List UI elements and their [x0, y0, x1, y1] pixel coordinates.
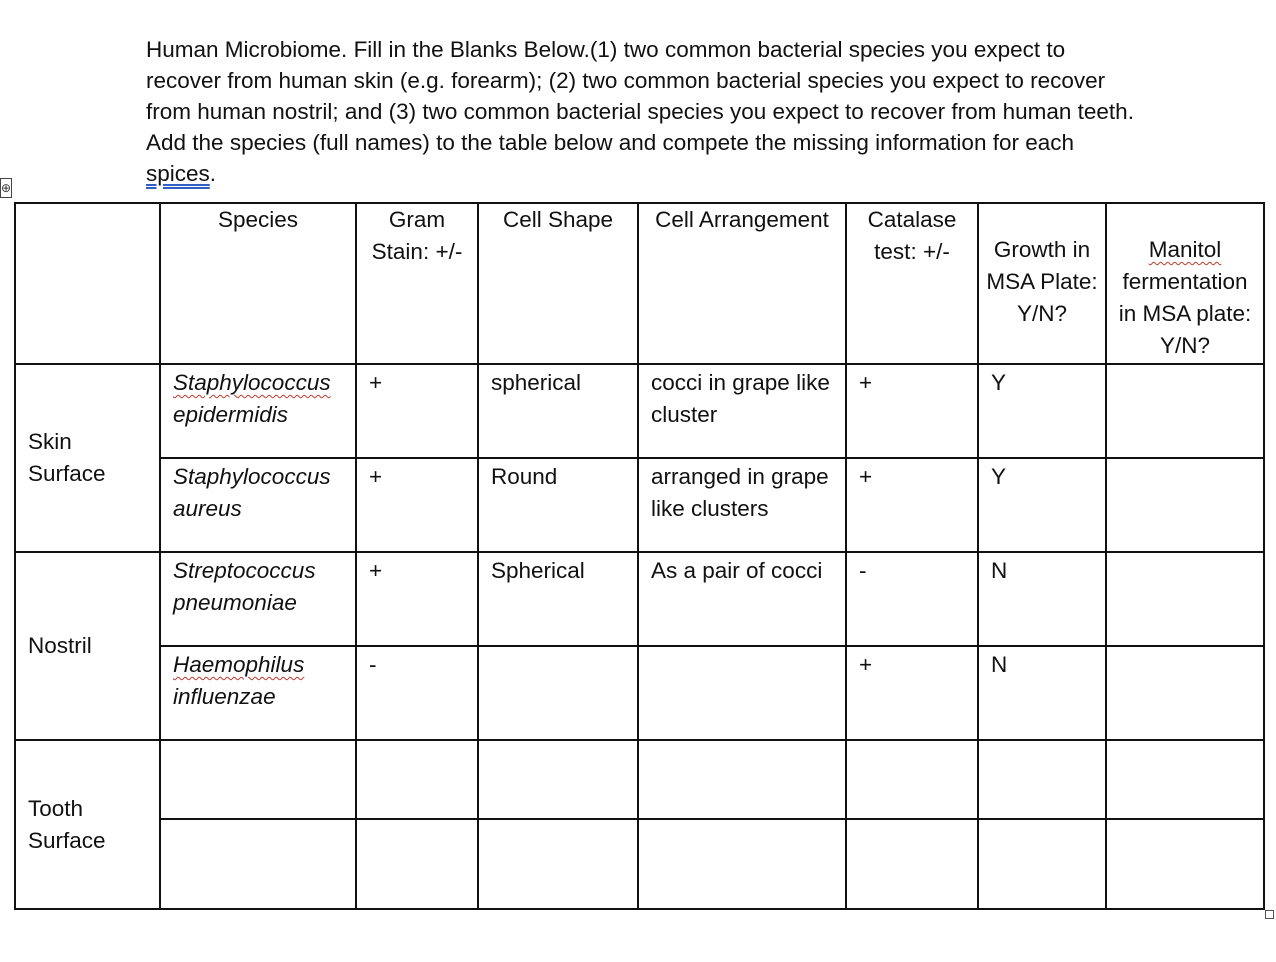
manitol-cell[interactable]: [1106, 819, 1264, 909]
instructions-text: Human Microbiome. Fill in the Blanks Below.(1) two common bacterial species you expect to recover from human skin (e.g. forearm); (2) two common bacterial species you expect to recover from human nostril; and (3) two common bacterial species you expect to recover from human teeth. Add the species (full names) to the table below and compete the missing information for each: [146, 37, 1134, 155]
gram-cell[interactable]: +: [356, 458, 478, 552]
header-cell-arrangement: Cell Arrangement: [638, 203, 846, 364]
group-label-tooth[interactable]: Tooth Surface: [15, 740, 160, 909]
shape-cell[interactable]: Round: [478, 458, 638, 552]
header-manitol: [1106, 203, 1264, 364]
species-epithet: epidermidis: [173, 402, 289, 427]
instructions-period: .: [209, 161, 217, 186]
growth-cell[interactable]: Y: [978, 458, 1106, 552]
shape-cell[interactable]: [478, 819, 638, 909]
table-row: [15, 364, 1264, 458]
species-cell[interactable]: [160, 740, 356, 819]
arrangement-cell[interactable]: cocci in grape like cluster: [638, 364, 846, 458]
header-growth-msa: Growth in MSA Plate: Y/N?: [978, 203, 1106, 364]
header-manitol-rest: fermentation in MSA plate: Y/N?: [1118, 269, 1252, 358]
gram-cell[interactable]: +: [356, 552, 478, 646]
arrangement-cell[interactable]: [638, 646, 846, 740]
instructions-paragraph: [146, 34, 1136, 189]
shape-cell[interactable]: spherical: [478, 364, 638, 458]
manitol-cell[interactable]: [1106, 740, 1264, 819]
growth-cell[interactable]: [978, 740, 1106, 819]
species-cell[interactable]: [160, 646, 356, 740]
gram-cell[interactable]: [356, 819, 478, 909]
table-resize-handle-icon[interactable]: [1265, 910, 1274, 919]
table-row: [15, 646, 1264, 740]
species-cell[interactable]: [160, 458, 356, 552]
catalase-cell[interactable]: +: [846, 458, 978, 552]
species-epithet: pneumoniae: [173, 590, 297, 615]
species-cell[interactable]: [160, 364, 356, 458]
gram-cell[interactable]: -: [356, 646, 478, 740]
species-genus: Staphylococcus: [173, 464, 331, 489]
shape-cell[interactable]: Spherical: [478, 552, 638, 646]
manitol-cell[interactable]: [1106, 552, 1264, 646]
species-genus: Haemophilus: [173, 652, 305, 677]
table-row: [15, 552, 1264, 646]
growth-cell[interactable]: Y: [978, 364, 1106, 458]
shape-cell[interactable]: [478, 646, 638, 740]
species-epithet: influenzae: [173, 684, 276, 709]
gram-cell[interactable]: +: [356, 364, 478, 458]
instructions-underlined-word: spices: [146, 161, 210, 186]
arrangement-cell[interactable]: [638, 740, 846, 819]
manitol-cell[interactable]: [1106, 458, 1264, 552]
header-catalase: Catalase test: +/-: [846, 203, 978, 364]
gram-cell[interactable]: [356, 740, 478, 819]
group-label-skin[interactable]: Skin Surface: [15, 364, 160, 552]
species-genus: Staphylococcus: [173, 370, 331, 395]
growth-cell[interactable]: [978, 819, 1106, 909]
shape-cell[interactable]: [478, 740, 638, 819]
catalase-cell[interactable]: +: [846, 646, 978, 740]
table-row: [15, 740, 1264, 819]
microbiome-table: [14, 202, 1265, 910]
header-cell-shape: Cell Shape: [478, 203, 638, 364]
catalase-cell[interactable]: -: [846, 552, 978, 646]
catalase-cell[interactable]: [846, 819, 978, 909]
growth-cell[interactable]: N: [978, 646, 1106, 740]
table-move-handle-icon[interactable]: ⊕: [0, 178, 12, 198]
table-row: [15, 458, 1264, 552]
arrangement-cell[interactable]: [638, 819, 846, 909]
header-blank-cell: [15, 203, 160, 364]
group-label-nostril[interactable]: Nostril: [15, 552, 160, 740]
species-epithet: aureus: [173, 496, 242, 521]
header-species: Species: [160, 203, 356, 364]
manitol-cell[interactable]: [1106, 364, 1264, 458]
species-genus: Streptococcus: [173, 558, 316, 583]
header-row: [15, 203, 1264, 364]
arrangement-cell[interactable]: arranged in grape like clusters: [638, 458, 846, 552]
header-gram-stain: Gram Stain: +/-: [356, 203, 478, 364]
catalase-cell[interactable]: +: [846, 364, 978, 458]
header-manitol-word: Manitol: [1148, 237, 1222, 262]
species-cell[interactable]: [160, 819, 356, 909]
arrangement-cell[interactable]: As a pair of cocci: [638, 552, 846, 646]
growth-cell[interactable]: N: [978, 552, 1106, 646]
species-cell[interactable]: [160, 552, 356, 646]
manitol-cell[interactable]: [1106, 646, 1264, 740]
catalase-cell[interactable]: [846, 740, 978, 819]
table-row: [15, 819, 1264, 909]
